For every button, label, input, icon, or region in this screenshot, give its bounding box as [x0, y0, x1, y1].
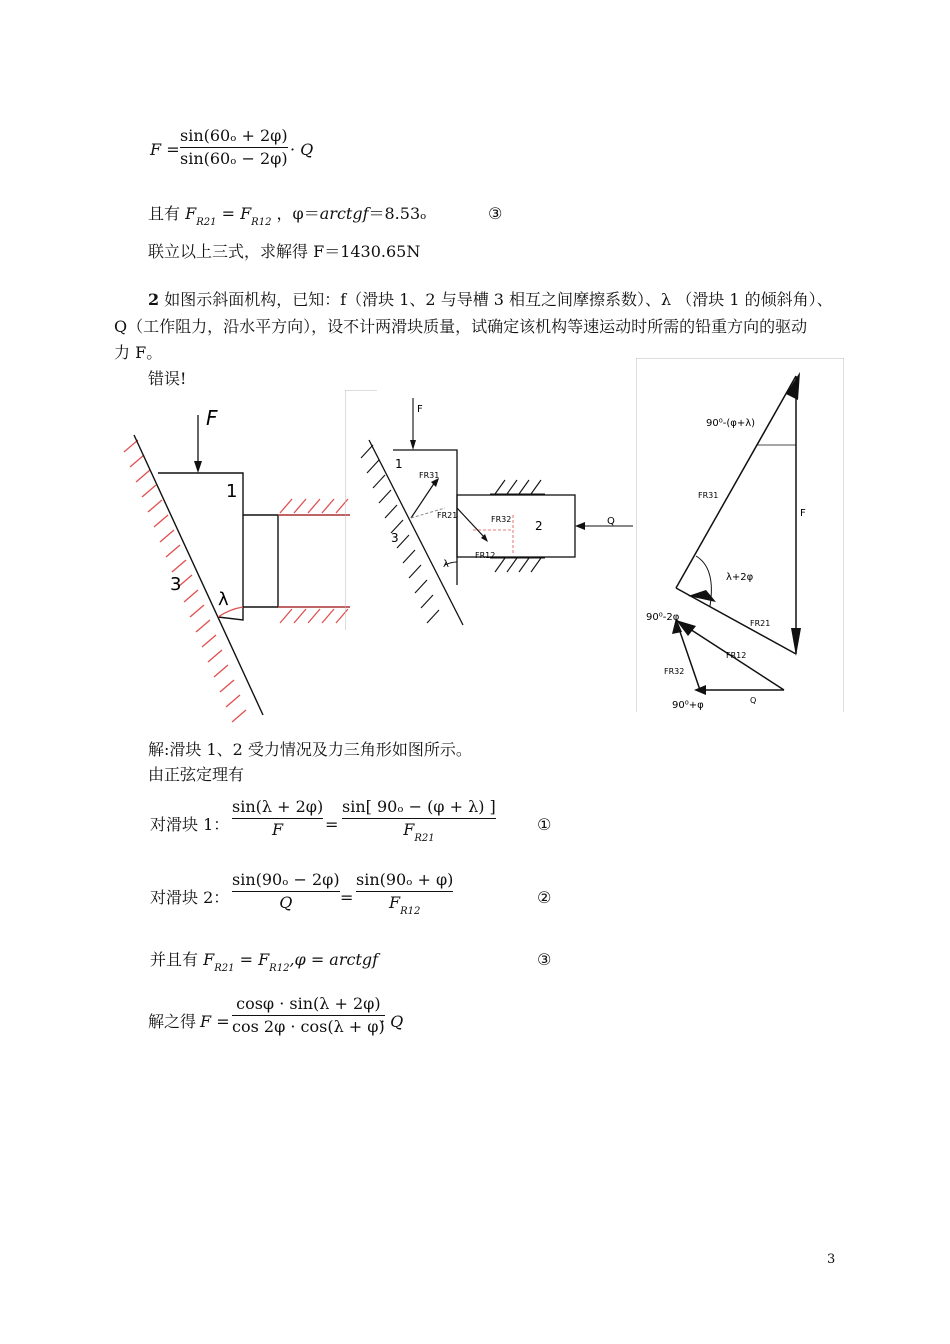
final-tail: · Q	[380, 1012, 404, 1031]
fig2-lambda-label: λ	[443, 559, 449, 570]
eq2-den-sub: R12	[400, 906, 421, 917]
eq-F-denominator: sin(60ₒ − 2φ)	[180, 149, 288, 168]
fraction-bar	[342, 818, 496, 819]
fig3-Q-label: Q	[750, 696, 757, 705]
solution-intro: 解:滑块 1、2 受力情况及力三角形如图所示。	[148, 740, 472, 759]
eq2-den-F: F	[389, 893, 401, 912]
eq1-right-num: sin[ 90ₒ − (φ + λ) ]	[342, 797, 496, 816]
fig1-label-1: 1	[226, 481, 238, 502]
also-eq: = F	[221, 204, 252, 223]
fig2-FR31-label: FR31	[419, 471, 440, 480]
fig3-angle2-label: λ+2φ	[726, 572, 754, 583]
fig3-FR21-line	[676, 588, 796, 654]
final-num: cosφ · sin(λ + 2φ)	[236, 994, 381, 1013]
fig2-Q-arrowhead	[575, 522, 585, 530]
page-number: 3	[827, 1252, 836, 1267]
fraction-bar	[232, 818, 323, 819]
eq3-mark: ③	[537, 950, 552, 969]
fig2-label-2: 2	[535, 519, 543, 533]
problem-line-3: 力 F。	[114, 343, 163, 362]
fig3-angle1-label: 90⁰-(φ+λ)	[706, 418, 756, 429]
fig2-slider-2	[457, 495, 575, 557]
fig2-FR12-arrow	[457, 508, 485, 538]
eq2-equals: =	[340, 888, 354, 907]
figure-force-diagram	[345, 390, 635, 630]
fig2-F-label: F	[417, 404, 423, 415]
fig3-FR32-label: FR32	[664, 667, 685, 676]
eq1-left-num: sin(λ + 2φ)	[232, 797, 324, 816]
eq3-mid: = F	[239, 950, 270, 969]
eq2-left-den: Q	[279, 893, 293, 912]
problem-number: 2	[148, 290, 160, 309]
eq2-left-fraction	[232, 870, 340, 913]
fraction-bar	[356, 891, 453, 892]
also-line	[148, 204, 426, 227]
eq2-right-den	[389, 893, 420, 916]
eq3-line	[150, 950, 378, 973]
final-den: cos 2φ · cos(λ + φ)	[232, 1017, 385, 1036]
fig1-label-3: 3	[170, 574, 182, 595]
eq3-sub2: R12	[269, 963, 290, 974]
eq3-F: F	[203, 950, 215, 969]
eq1-right-fraction	[342, 797, 496, 843]
eq2-left-num: sin(90ₒ − 2φ)	[232, 870, 340, 889]
fig3-FR31-head	[786, 372, 800, 400]
eq-F-tail: · Q	[290, 140, 314, 159]
eq2-label: 对滑块 2：	[150, 888, 230, 907]
fig3-angle4-label: 90⁰+φ	[672, 700, 704, 711]
fig2-FR21-label: FR21	[437, 511, 458, 520]
fig1-F-label: F	[206, 406, 218, 430]
fig1-label-lambda: λ	[218, 589, 229, 610]
guide-hatching	[280, 499, 348, 623]
solution-sine-law: 由正弦定理有	[148, 765, 245, 784]
fig2-label-3: 3	[391, 531, 399, 545]
eq-F-fraction	[180, 126, 288, 169]
final-lhs: F =	[200, 1012, 230, 1031]
also-sub2: R12	[251, 217, 272, 228]
problem-line-1	[148, 290, 833, 310]
fig2-FR32-label: FR32	[491, 515, 512, 524]
result-line: 联立以上三式，求解得 F＝1430.65N	[148, 242, 421, 261]
eq3-prefix: 并且有	[150, 950, 199, 969]
fig3-FR31-label: FR31	[698, 491, 719, 500]
eq1-den-F: F	[403, 820, 415, 839]
fig2-FR12-label: FR12	[475, 551, 496, 560]
fraction-bar	[232, 1015, 385, 1016]
eq1-equals: =	[325, 815, 339, 834]
fig2-Q-label: Q	[607, 516, 615, 527]
also-mark: ③	[488, 204, 503, 223]
also-F: F	[185, 204, 197, 223]
also-val: ＝8.53ₒ	[368, 204, 427, 223]
eq1-label: 对滑块 1：	[150, 815, 230, 834]
eq2-mark: ②	[537, 888, 552, 907]
figure-force-triangle	[636, 358, 844, 712]
eq3-sub1: R21	[214, 963, 235, 974]
also-sub1: R21	[196, 217, 217, 228]
also-phi: ，φ＝	[276, 204, 320, 223]
fig2-label-1: 1	[395, 457, 403, 471]
fig3-F-label: F	[800, 508, 806, 519]
fig2-incline-surface	[369, 440, 463, 625]
also-arctg: arctgf	[319, 204, 369, 223]
fig2-F-arrowhead	[410, 440, 416, 450]
fraction-bar	[180, 147, 288, 148]
fig3-FR21-label: FR21	[750, 619, 771, 628]
eq1-mark: ①	[537, 815, 552, 834]
eq2-right-num: sin(90ₒ + φ)	[356, 870, 454, 889]
eq2-right-fraction	[356, 870, 453, 916]
wrong-note: 错误!	[148, 369, 187, 388]
problem-line-2: Q（工作阻力，沿水平方向），设不计两滑块质量，试确定该机构等速运动时所需的铅重方向的驱动	[114, 317, 808, 336]
final-prefix: 解之得	[148, 1012, 197, 1031]
fig3-FR12-label: FR12	[726, 651, 747, 660]
eq1-left-den: F	[272, 820, 284, 839]
eq1-left-fraction	[232, 797, 323, 840]
problem-text-1: 如图示斜面机构，已知：f（滑块 1、2 与导槽 3 相互之间摩擦系数）、λ （滑块 1 的倾斜角）、	[164, 290, 833, 309]
eq1-right-den	[403, 820, 434, 843]
force-F-arrowhead	[194, 461, 202, 473]
eq3-tail: ,φ = arctgf	[289, 950, 379, 969]
eq1-den-sub: R21	[414, 833, 435, 844]
fig3-FR31-line	[676, 376, 796, 588]
eq-F-lhs: F =	[150, 140, 180, 159]
eq-F-numerator: sin(60ₒ + 2φ)	[180, 126, 288, 145]
fraction-bar	[232, 891, 340, 892]
fig3-angle3-label: 90⁰-2φ	[646, 612, 680, 623]
fig2-FR31-arrow	[411, 482, 435, 518]
final-fraction	[232, 994, 385, 1037]
figure-incline-mechanism	[118, 395, 350, 725]
also-prefix: 且有	[148, 204, 181, 223]
